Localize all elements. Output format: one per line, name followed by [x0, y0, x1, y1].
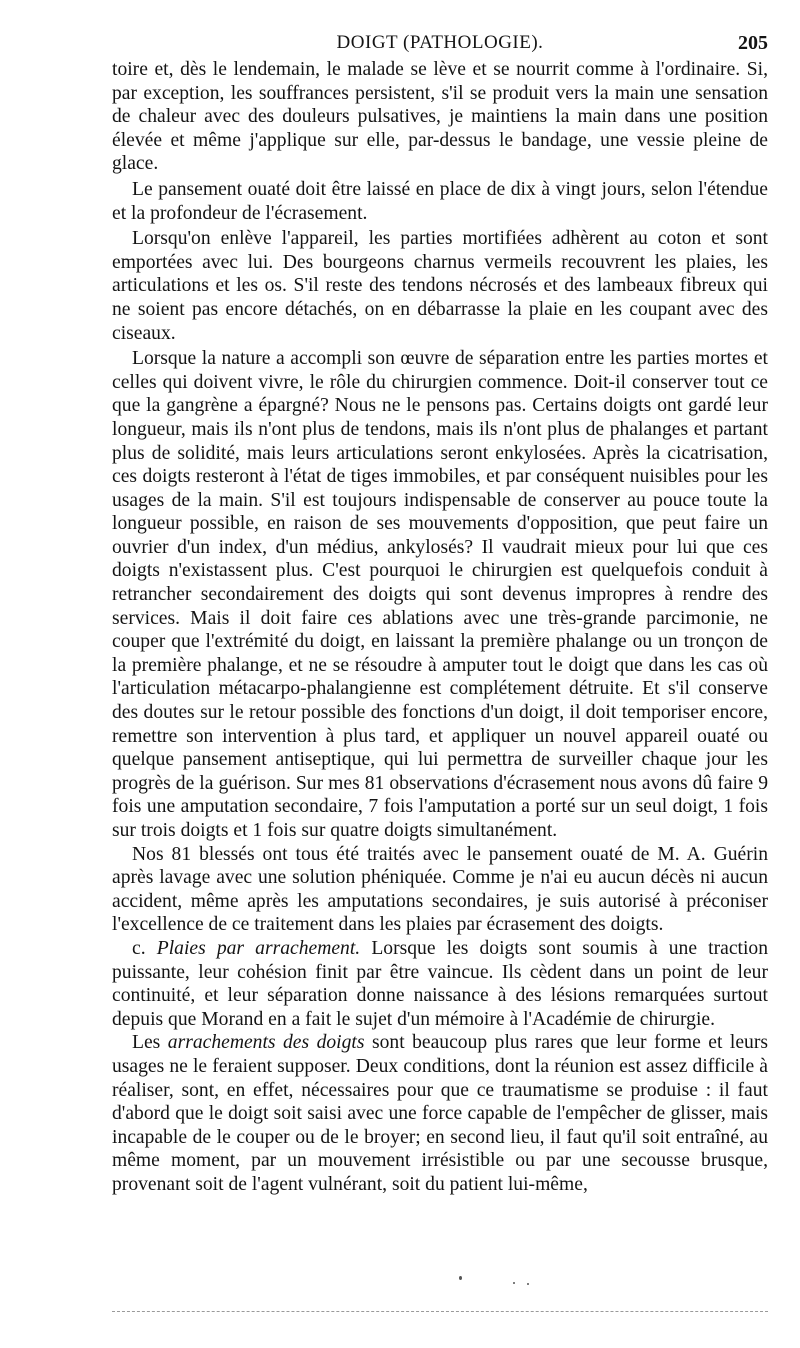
paragraph-continued: toire et, dès le lendemain, le malade se lève et se nourrit comme à l'ordinaire. Si, par exception, les souffrances persistent, s'il se produit vers la main une sensation de chaleur avec des douleurs pulsatives, je maintiens la main dans une position élevée et même j'applique sur elle, par-dessus le bandage, une vessie pleine de glace. [112, 59, 768, 175]
emphasis-term: arrachements des doigts [167, 1032, 365, 1054]
section-text: Lorsque les doigts sont soumis à une traction puissante, leur cohésion finit par être vaincue. Ils cèdent dans un point de leur continuité, et leur séparation donne naissance à des lésions remarquées surtout depuis que Morand en a fait le sujet d'un mémoire à l'Académie de chirurgie. [112, 937, 769, 1030]
page-header [112, 30, 768, 56]
paragraph-lead: Les [132, 1032, 161, 1054]
paragraph: Lorsqu'on enlève l'appareil, les parties mortifiées adhèrent au coton et sont emportées avec lui. Des bourgeons charnus vermeils recouvrent les plaies, les articulations et les os. S'il reste des tendons nécrosés et des lambeaux fibreux qui ne soient pas encore détachés, on en débarrasse la plaie en les coupant avec des ciseaux. [112, 228, 768, 344]
section-heading: Plaies par arrachement. [156, 937, 361, 959]
paragraph: Lorsque la nature a accompli son œuvre de séparation entre les parties mortes et celles qui doivent vivre, le rôle du chirurgien commence. Doit-il conserver tout ce que la gangrène a épargné? Nous ne le pensons pas. Certains doigts ont gardé leur longueur, mais ils n'ont plus de tendons, mais ils n'ont plus de phalanges et partant plus de solidité, mais leurs articulations seront enkylosées. Après la cicatrisation, ces doigts resteront à l'état de tiges immobiles, et par conséquent nuisibles pour les usages de la main. S'il est toujours indispensable de conserver au pouce toute la longueur possible, en raison de ses mouvements d'opposition, que peut faire un ouvrier d'un index, d'un médius, ankylosés? Il vaudrait mieux pour lui que ces doigts n'existassent plus. C'est pourquoi le chirurgien est quelquefois conduit à retrancher secondairement des doigts qui sont devenus impropres à rendre des services. Mais il doit faire ces ablations avec une très-grande parcimonie, ne couper que l'extrémité du doigt, en laissant la première phalange ou un tronçon de la première phalange, et ne se résoudre à amputer tout le doigt que dans les cas où l'articulation métacarpo-phalangienne est complétement détruite. Et s'il conserve des doutes sur le retour possible des fonctions d'un doigt, il doit temporiser encore, remettre son intervention à plus tard, et appliquer un nouvel appareil ouaté ou quelque pansement antiseptique, qui lui permettra de surveiller chaque jour les progrès de la guérison. Sur mes 81 observations d'écrasement nous avons dû faire 9 fois une amputation secondaire, 7 fois l'amputation a porté sur un seul doigt, 1 fois sur trois doigts et 1 fois sur quatre doigts simultanément. [112, 348, 768, 841]
print-specks [455, 1276, 535, 1286]
footer-rule [112, 1311, 768, 1312]
body-text [112, 58, 768, 1197]
running-title: DOIGT (PATHOLOGIE). [336, 32, 544, 53]
section-label: c. [132, 937, 146, 959]
page-number: 205 [738, 32, 768, 54]
paragraph: Le pansement ouaté doit être laissé en place de dix à vingt jours, selon l'étendue et la profondeur de l'écrasement. [112, 178, 768, 224]
section-paragraph [112, 937, 768, 1031]
paragraph-text: sont beaucoup plus rares que leur forme et leurs usages ne le feraient supposer. Deux conditions, dont la réunion est assez difficile à réaliser, sont, en effet, nécessaires pour que ce traumatisme se produise : il faut d'abord que le doigt soit saisi avec une force capable de l'empêcher de glisser, mais incapable de le couper ou de le broyer; en second lieu, il faut qu'il soit entraîné, au même moment, par un mouvement irrésistible ou par une secousse brusque, provenant soit de l'agent vulnérant, soit du patient lui-même, [112, 1032, 768, 1195]
paragraph [112, 1031, 768, 1196]
paragraph: Nos 81 blessés ont tous été traités avec le pansement ouaté de M. A. Guérin après lavage avec une solution phéniquée. Comme je n'ai eu aucun décès ni aucun accident, même après les amputations secondaires, je suis autorisé à préconiser l'excellence de ce traitement dans les plaies par écrasement des doigts. [112, 843, 768, 936]
